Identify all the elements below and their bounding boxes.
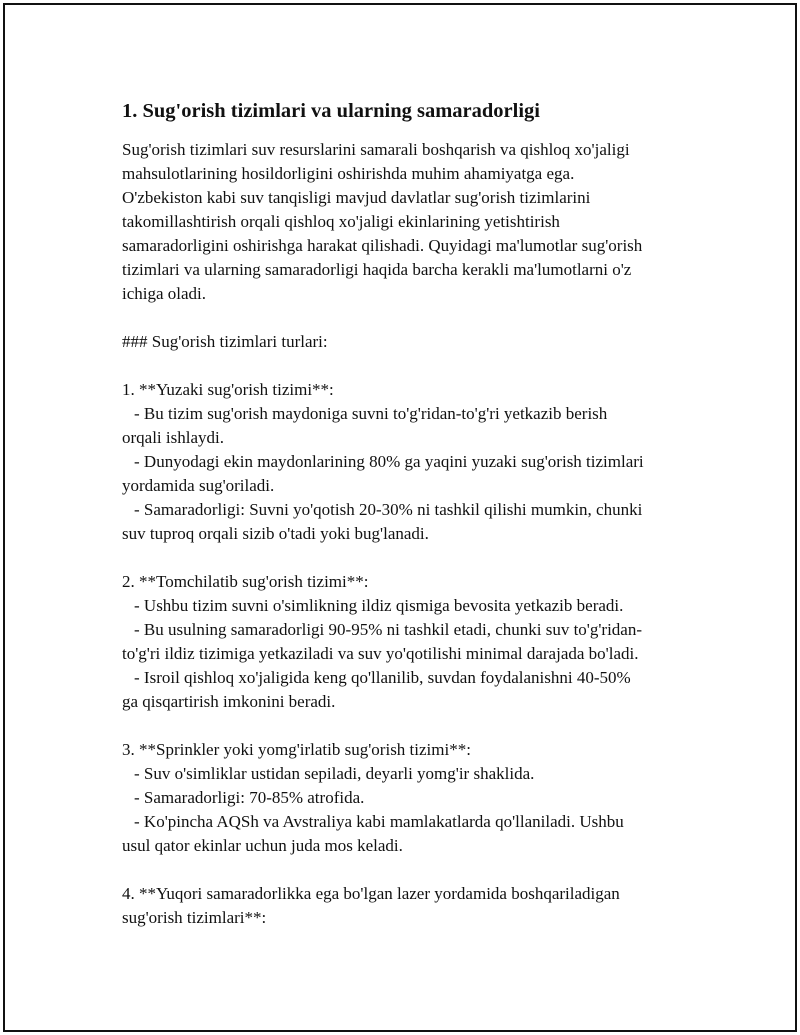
section-heading: 1. **Yuzaki sug'orish tizimi**: — [122, 380, 334, 399]
paragraph-gap — [122, 306, 692, 330]
section-surface-irrigation — [122, 378, 692, 546]
bullet-continuation: usul qator ekinlar uchun juda mos keladi. — [122, 836, 403, 855]
paragraph-gap — [122, 714, 692, 738]
bullet-continuation: to'g'ri ildiz tizimiga yetkaziladi va suv yo'qotilishi minimal darajada bo'ladi. — [122, 644, 639, 663]
section-heading-continuation: sug'orish tizimlari**: — [122, 908, 267, 927]
bullet-line: - Isroil qishloq xo'jaligida keng qo'llanilib, suvdan foydalanishni 40-50% — [134, 668, 631, 687]
intro-line: ichiga oladi. — [122, 284, 207, 303]
bullet-continuation: yordamida sug'oriladi. — [122, 476, 275, 495]
bullet-line: - Ushbu tizim suvni o'simlikning ildiz qismiga bevosita yetkazib beradi. — [134, 596, 624, 615]
intro-paragraph — [122, 138, 692, 306]
bullet-line: - Ko'pincha AQSh va Avstraliya kabi mamlakatlarda qo'llaniladi. Ushbu — [134, 812, 624, 831]
section-sprinkler-irrigation — [122, 738, 692, 858]
paragraph-gap — [122, 858, 692, 882]
bullet-line: - Dunyodagi ekin maydonlarining 80% ga yaqini yuzaki sug'orish tizimlari — [134, 452, 644, 471]
bullet-continuation: ga qisqartirish imkonini beradi. — [122, 692, 336, 711]
intro-line: O'zbekiston kabi suv tanqisligi mavjud davlatlar sug'orish tizimlarini — [122, 188, 591, 207]
intro-line: samaradorligini oshirishga harakat qilishadi. Quyidagi ma'lumotlar sug'orish — [122, 236, 643, 255]
section-laser-irrigation — [122, 882, 692, 930]
intro-line: Sug'orish tizimlari suv resurslarini samarali boshqarish va qishloq xo'jaligi — [122, 140, 630, 159]
section-subheading: ### Sug'orish tizimlari turlari: — [122, 332, 328, 351]
bullet-line: - Bu tizim sug'orish maydoniga suvni to'g'ridan-to'g'ri yetkazib berish — [134, 404, 608, 423]
bullet-continuation: suv tuproq orqali sizib o'tadi yoki bug'lanadi. — [122, 524, 429, 543]
intro-line: tizimlari va ularning samaradorligi haqida barcha kerakli ma'lumotlarni o'z — [122, 260, 632, 279]
paragraph-gap — [122, 546, 692, 570]
document-title: 1. Sug'orish tizimlari va ularning samaradorligi — [122, 100, 540, 122]
document-body — [122, 98, 692, 930]
bullet-line: - Bu usulning samaradorligi 90-95% ni tashkil etadi, chunki suv to'g'ridan- — [134, 620, 643, 639]
bullet-line: - Samaradorligi: 70-85% atrofida. — [134, 788, 365, 807]
page-frame — [3, 3, 797, 1032]
intro-line: takomillashtirish orqali qishloq xo'jaligi ekinlarining yetishtirish — [122, 212, 560, 231]
paragraph-gap — [122, 354, 692, 378]
bullet-continuation: orqali ishlaydi. — [122, 428, 224, 447]
section-heading: 4. **Yuqori samaradorlikka ega bo'lgan lazer yordamida boshqariladigan — [122, 884, 620, 903]
section-heading: 3. **Sprinkler yoki yomg'irlatib sug'orish tizimi**: — [122, 740, 471, 759]
section-drip-irrigation — [122, 570, 692, 714]
section-heading: 2. **Tomchilatib sug'orish tizimi**: — [122, 572, 369, 591]
bullet-line: - Suv o'simliklar ustidan sepiladi, deyarli yomg'ir shaklida. — [134, 764, 535, 783]
bullet-line: - Samaradorligi: Suvni yo'qotish 20-30% ni tashkil qilishi mumkin, chunki — [134, 500, 643, 519]
intro-line: mahsulotlarining hosildorligini oshirishda muhim ahamiyatga ega. — [122, 164, 575, 183]
